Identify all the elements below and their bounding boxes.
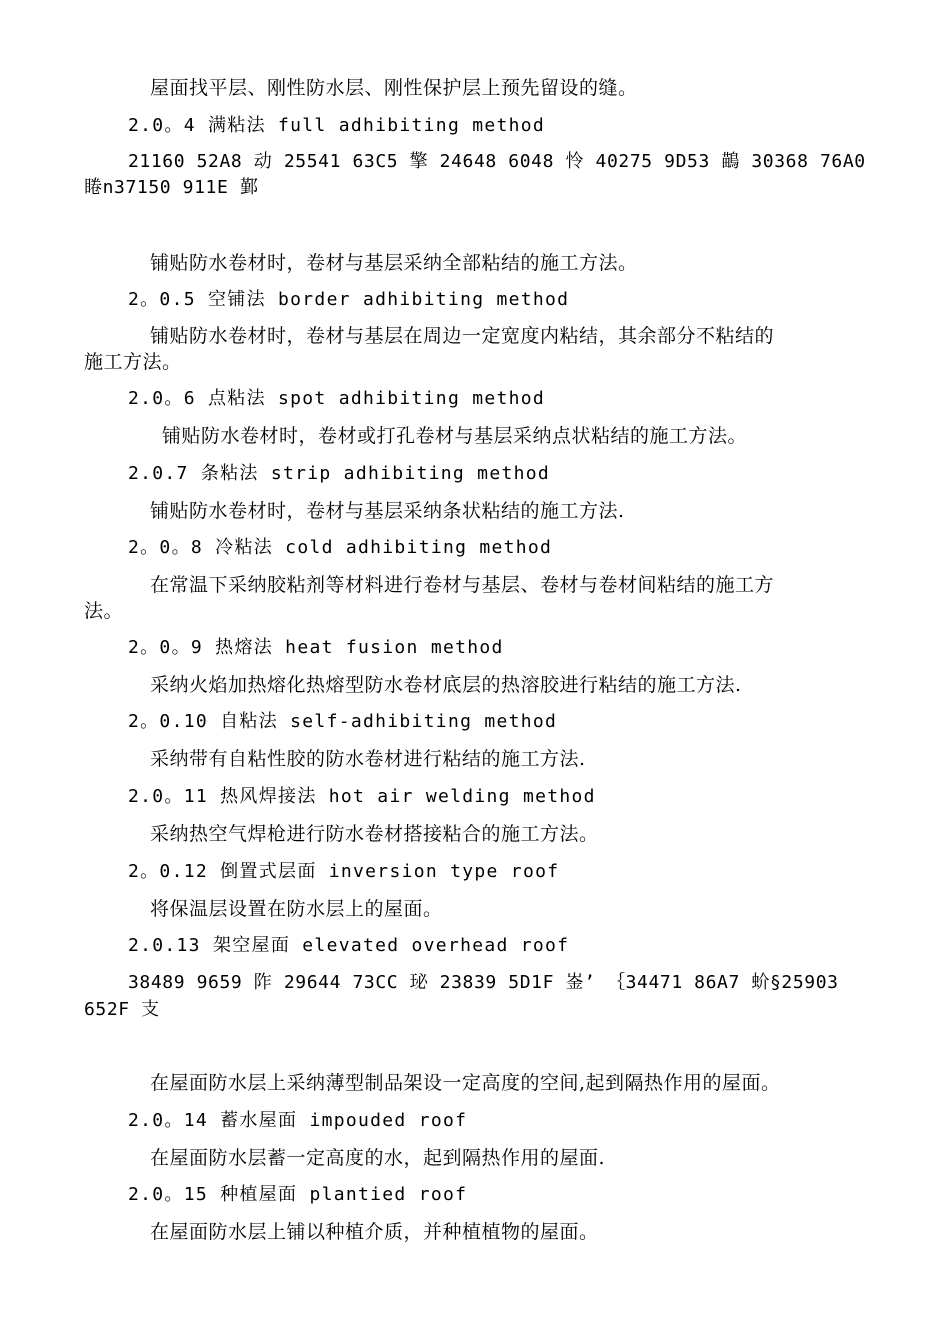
text-line: 在屋面防水层蓄一定高度的水，起到隔热作用的屋面. bbox=[150, 1147, 606, 1169]
section-heading-2-0-9: 2。0。9 热熔法 heat fusion method bbox=[128, 637, 504, 658]
text-line: 施工方法。 bbox=[84, 351, 182, 373]
text-line: 屋面找平层、刚性防水层、刚性保护层上预先留设的缝。 bbox=[150, 77, 638, 99]
section-heading-2-0-15: 2.0。15 种植屋面 plantied roof bbox=[128, 1184, 468, 1205]
garbled-text-line: 睠n37150 911E 鄞 bbox=[84, 177, 259, 198]
text-line: 采纳带有自粘性胶的防水卷材进行粘结的施工方法. bbox=[150, 748, 586, 770]
text-line: 铺贴防水卷材时，卷材与基层采纳全部粘结的施工方法。 bbox=[150, 252, 638, 274]
section-heading-2-0-4: 2.0。4 满粘法 full adhibiting method bbox=[128, 115, 546, 136]
section-heading-2-0-7: 2.0.7 条粘法 strip adhibiting method bbox=[128, 463, 551, 484]
text-line: 铺贴防水卷材时，卷材或打孔卷材与基层采纳点状粘结的施工方法。 bbox=[162, 425, 748, 447]
section-heading-2-0-5: 2。0.5 空铺法 border adhibiting method bbox=[128, 289, 570, 310]
section-heading-2-0-14: 2.0。14 蓄水屋面 impouded roof bbox=[128, 1110, 468, 1131]
text-line: 在屋面防水层上采纳薄型制品架设一定高度的空间,起到隔热作用的屋面。 bbox=[150, 1072, 781, 1094]
text-line: 铺贴防水卷材时，卷材与基层采纳条状粘结的施工方法. bbox=[150, 500, 625, 522]
text-line: 在屋面防水层上铺以种植介质，并种植植物的屋面。 bbox=[150, 1221, 599, 1243]
garbled-text-line: 21160 52A8 动 25541 63C5 擎 24648 6048 怜 40275 9D53 鶓 30368 76A0 bbox=[128, 151, 866, 172]
text-line: 将保温层设置在防水层上的屋面。 bbox=[150, 898, 443, 920]
section-heading-2-0-8: 2。0。8 冷粘法 cold adhibiting method bbox=[128, 537, 553, 558]
section-heading-2-0-10: 2。0.10 自粘法 self-adhibiting method bbox=[128, 711, 558, 732]
text-line: 采纳热空气焊枪进行防水卷材搭接粘合的施工方法。 bbox=[150, 823, 599, 845]
text-line: 法。 bbox=[84, 600, 124, 622]
section-heading-2-0-6: 2.0。6 点粘法 spot adhibiting method bbox=[128, 388, 546, 409]
garbled-text-line: 652F 支 bbox=[84, 999, 160, 1020]
section-heading-2-0-13: 2.0.13 架空屋面 elevated overhead roof bbox=[128, 935, 570, 956]
text-line: 铺贴防水卷材时，卷材与基层在周边一定宽度内粘结，其余部分不粘结的 bbox=[150, 325, 775, 347]
garbled-text-line: 38489 9659 阼 29644 73CC 珌 23839 5D1F 崟’ ｛34471 86A7 蚧§25903 bbox=[128, 972, 839, 993]
text-line: 采纳火焰加热熔化热熔型防水卷材底层的热溶胶进行粘结的施工方法. bbox=[150, 674, 742, 696]
text-line: 在常温下采纳胶粘剂等材料进行卷材与基层、卷材与卷材间粘结的施工方 bbox=[150, 574, 775, 596]
section-heading-2-0-12: 2。0.12 倒置式层面 inversion type roof bbox=[128, 861, 560, 882]
section-heading-2-0-11: 2.0。11 热风焊接法 hot air welding method bbox=[128, 786, 596, 807]
